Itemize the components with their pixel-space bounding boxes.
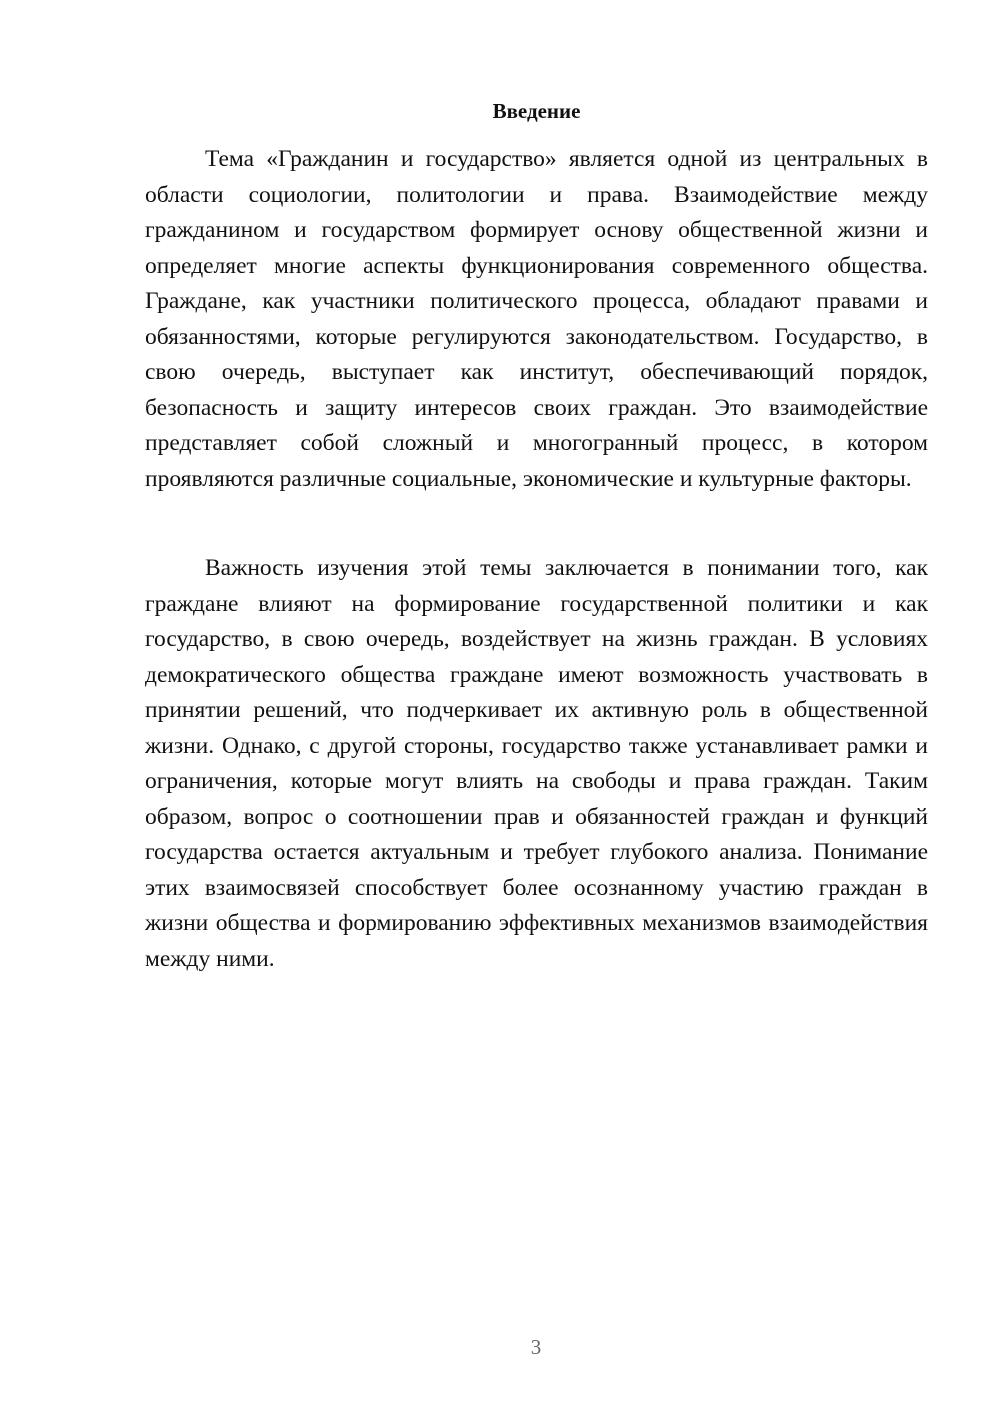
paragraph-2: Важность изучения этой темы заключается в понимании того, как граждане влияют на формирование государственной политики и как государство, в свою очередь, воздействует на жизнь граждан. В условиях демократического общества граждане имеют возможность участвовать в принятии решений, что подчеркивает их активную роль в общественной жизни. Однако, с другой стороны, государство также устанавливает рамки и ограничения, которые могут влиять на свободы и права граждан. Таким образом, вопрос о соотношении прав и обязанностей граждан и функций государства остается актуальным и требует глубокого анализа. Понимание этих взаимосвязей способствует более осознанному участию граждан в жизни общества и формированию эффективных механизмов взаимодействия между ними. [145, 555, 928, 972]
paragraph-1: Тема «Гражданин и государство» является одной из центральных в области социологии, политологии и права. Взаимодействие между гражданином и государством формирует основу общественной жизни и определяет многие аспекты функционирования современного общества. Граждане, как участники политического процесса, обладают правами и обязанностями, которые регулируются законодательством. Государство, в свою очередь, выступает как институт, обеспечивающий порядок, безопасность и защиту интересов своих граждан. Это взаимодействие представляет собой сложный и многогранный процесс, в котором проявляются различные социальные, экономические и культурные факторы. [145, 146, 928, 492]
section-heading: Введение [492, 99, 581, 123]
page-number: 3 [530, 1335, 542, 1359]
